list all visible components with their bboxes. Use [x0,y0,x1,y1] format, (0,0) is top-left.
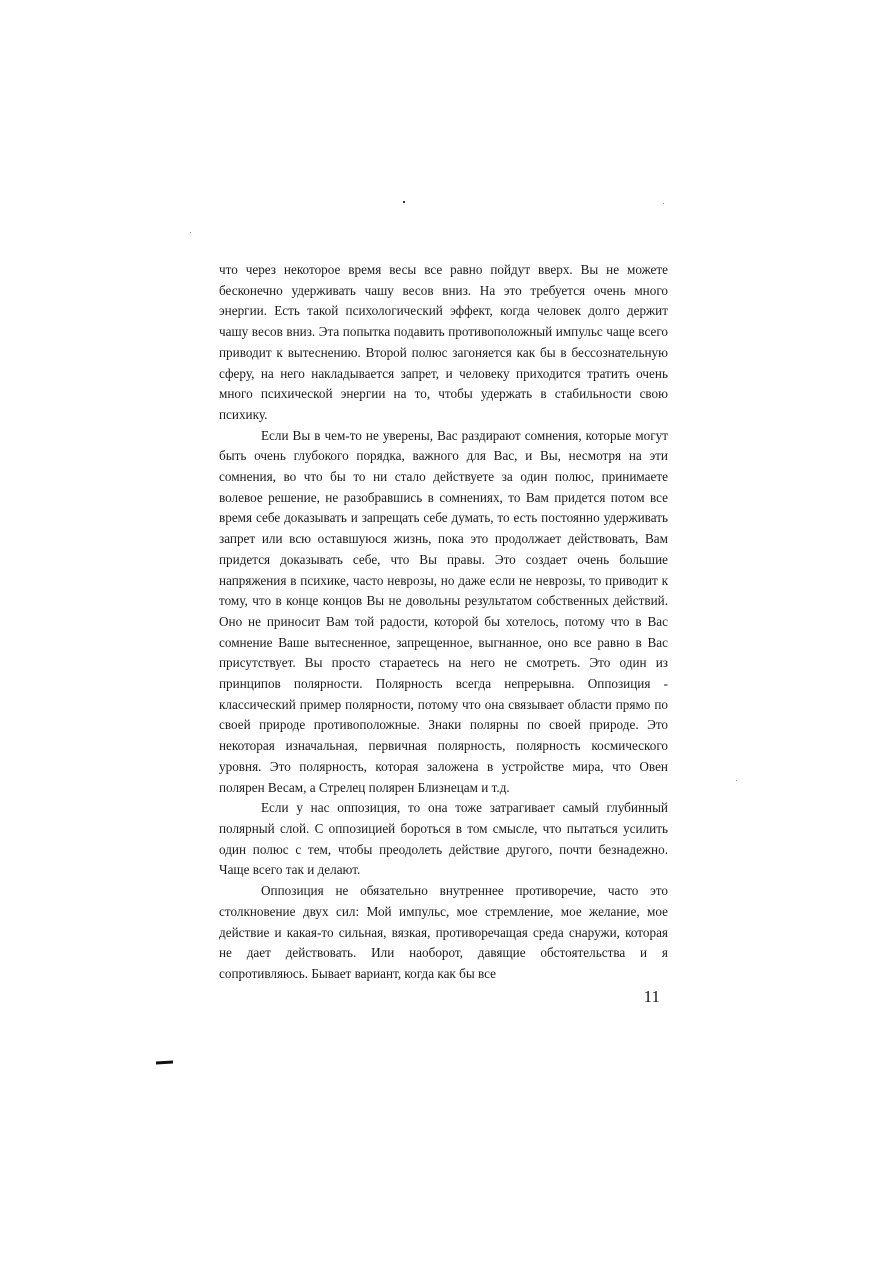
scan-speck [190,232,191,233]
page-body-text [219,260,668,985]
scan-speck [663,203,664,204]
page-number: 11 [643,987,660,1006]
scan-speck [736,780,737,781]
paragraph: Если у нас оппозиция, то она тоже затрагивает самый глубинный полярный слой. С оппозицией бороться в том смысле, что пытаться усилить один полюс с тем, чтобы преодолеть действие другого, почти безнадежно. Чаще всего так и делают. [219,800,668,878]
paragraph: что через некоторое время весы все равно пойдут вверх. Вы не можете бесконечно удерживать чашу весов вниз. На это требуется очень много энергии. Есть такой психологический эффект, когда человек долго держит чашу весов вниз. Эта попытка подавить противоположный импульс чаще всего приводит к вытеснению. Второй полюс загоняется как бы в бессознательную сферу, на него накладывается запрет, и человеку приходится тратить очень много психической энергии на то, чтобы удержать в стабильности свою психику. [219,262,668,422]
scan-mark [156,1061,173,1065]
paragraph: Оппозиция не обязательно внутреннее противоречие, часто это столкновение двух сил: Мой импульс, мое стремление, мое желание, мое действие и какая-то сильная, вязкая, противоречащая среда снаружи, которая не дает действовать. Или наоборот, давящие обстоятельства и я сопротивляюсь. Бывает вариант, когда как бы все [219,883,668,981]
paragraph: Если Вы в чем-то не уверены, Вас раздирают сомнения, которые могут быть очень глубокого порядка, важного для Вас, и Вы, несмотря на эти сомнения, во что бы то ни стало действуете за один полюс, принимаете волевое решение, не разобравшись в сомнениях, то Вам придется потом все время себе доказывать и запрещать себе думать, то есть постоянно удерживать запрет или всю оставшуюся жизнь, пока это продолжает действовать, Вам придется доказывать себе, что Вы правы. Это создает очень большие напряжения в психике, часто неврозы, но даже если не неврозы, то приводит к тому, что в конце концов Вы не довольны результатом собственных действий. Оно не приносит Вам той радости, которой бы хотелось, потому что в Вас сомнение Ваше вытесненное, запрещенное, выгнанное, оно все равно в Вас присутствует. Вы просто стараетесь на него не смотреть. Это один из принципов полярности. Полярность всегда непрерывна. Оппозиция - классический пример полярности, потому что она связывает области прямо по своей природе противоположные. Знаки полярны по своей природе. Это некоторая изначальная, первичная полярность, полярность космического уровня. Это полярность, которая заложена в устройстве мира, что Овен полярен Весам, а Стрелец полярен Близнецам и т.д. [219,427,668,795]
scan-speck [403,201,405,203]
